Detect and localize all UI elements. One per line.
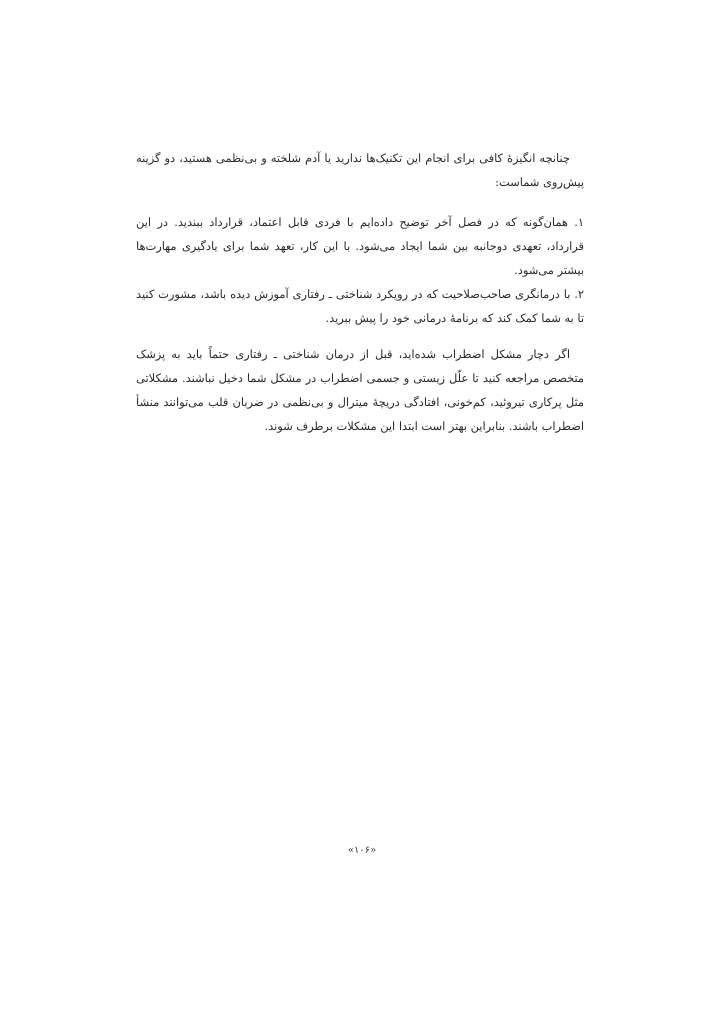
options-list [136, 210, 584, 330]
list-item-number: ۲. [574, 287, 584, 301]
list-item-number: ۱. [574, 215, 584, 229]
list-item-text: با درمانگری صاحب‌صلاحیت که در رویکرد شناختی ـ رفتاری آموزش دیده باشد، مشورت کنید تا به شما کمک کند که برنامهٔ درمانی خود را پیش ببرید. [136, 287, 584, 325]
list-item-text: همان‌گونه که در فصل آخر توضیح داده‌ایم با فردی قابل اعتماد، قرارداد ببندید. در این قرارداد، تعهدی دوجانبه بین شما ایجاد می‌شود. با این کار، تعهد شما برای یادگیری مهارت‌ها بیشتر می‌شود. [136, 215, 584, 277]
intro-paragraph: چنانچه انگیزهٔ کافی برای انجام این تکنیک‌ها ندارید یا آدم شلخته و بی‌نظمی هستید، دو گزینه پیش‌روی شماست: [136, 151, 584, 189]
list-item-2 [136, 282, 584, 330]
page-number: «۱۰۶» [347, 845, 377, 856]
medical-paragraph: اگر دچار مشکل اضطراب شده‌اید، قبل از درمان شناختی ـ رفتاری حتماً باید به پزشک متخصص مراجعه کنید تا علّل زیستی و جسمی اضطراب در مشکل شما دخیل نباشند. مشکلاتی مثل پرکاری تیروئید، کم‌خونی، افتادگی دریچهٔ میترال و بی‌نظمی در ضربان قلب می‌توانند منشأ اضطراب باشند. بنابراین بهتر است ابتدا این مشکلات برطرف شوند. [136, 347, 584, 433]
list-item-1 [136, 210, 584, 282]
